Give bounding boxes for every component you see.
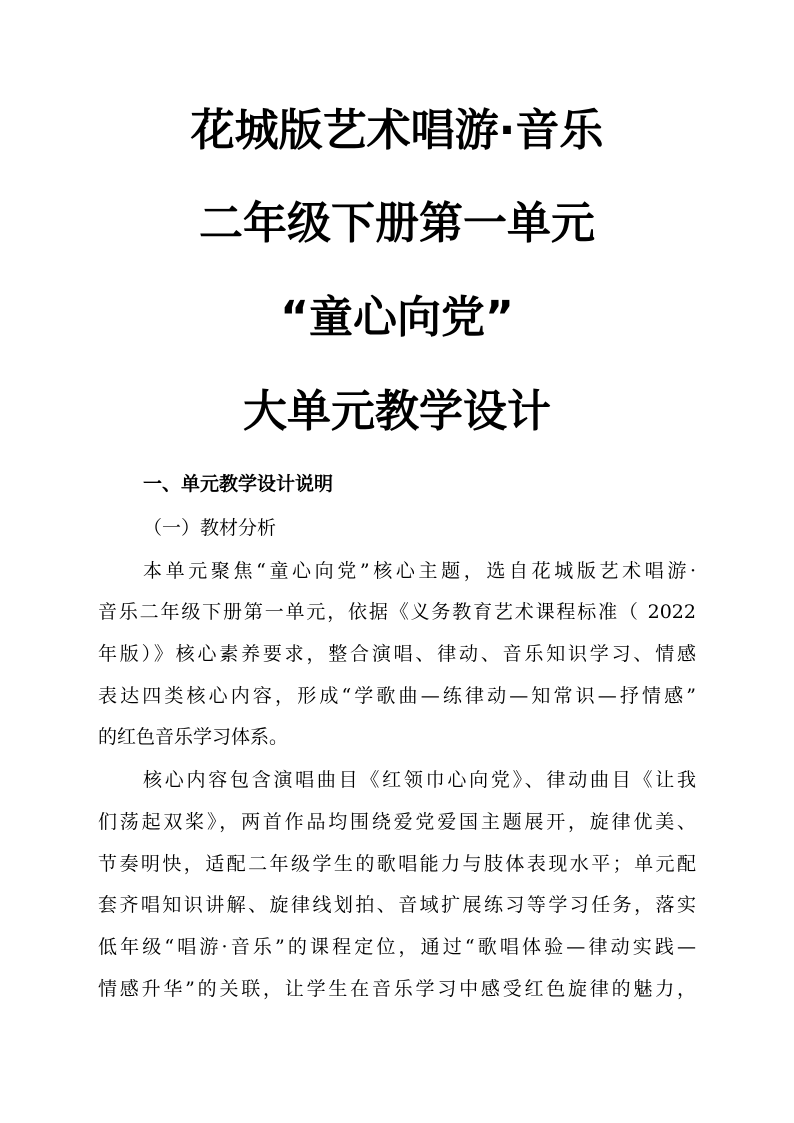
paragraph2-line: 情感升华”的关联，让学生在音乐学习中感受红色旋律的魅力， [98, 978, 696, 1000]
paragraph1-line: 的红色音乐学习体系。 [98, 726, 289, 748]
paragraph2-line: 套齐唱知识讲解、旋律线划拍、音域扩展练习等学习任务，落实 [98, 894, 696, 916]
paragraph2-line: 低年级“唱游·音乐”的课程定位，通过“歌唱体验—律动实践— [98, 936, 696, 958]
title-line-3: “童心向党” [280, 292, 514, 343]
paragraph2-line: 们荡起双桨》，两首作品均围绕爱党爱国主题展开，旋律优美、 [98, 811, 696, 833]
paragraph2-line: 节奏明快，适配二年级学生的歌唱能力与肢体表现水平；单元配 [98, 853, 696, 875]
title-line-1: 花城版艺术唱游·音乐 [190, 105, 604, 156]
paragraph1-line: 音乐二年级下册第一单元，依据《义务教育艺术课程标准（ 2022 [98, 601, 696, 623]
subsection-heading: （一）教材分析 [143, 517, 277, 539]
paragraph1-line: 年版）》核心素养要求，整合演唱、律动、音乐知识学习、情感 [98, 643, 696, 665]
paragraph2-line: 核心内容包含演唱曲目《红领巾心向党》、律动曲目《让我 [143, 769, 696, 791]
paragraph1-line: 本单元聚焦“童心向党”核心主题，选自花城版艺术唱游· [143, 560, 696, 582]
paragraph1-line: 表达四类核心内容，形成“学歌曲—练律动—知常识—抒情感” [98, 685, 696, 707]
title-line-4: 大单元教学设计 [243, 386, 551, 437]
title-line-2: 二年级下册第一单元 [199, 198, 595, 249]
section-heading: 一、单元教学设计说明 [143, 473, 334, 495]
